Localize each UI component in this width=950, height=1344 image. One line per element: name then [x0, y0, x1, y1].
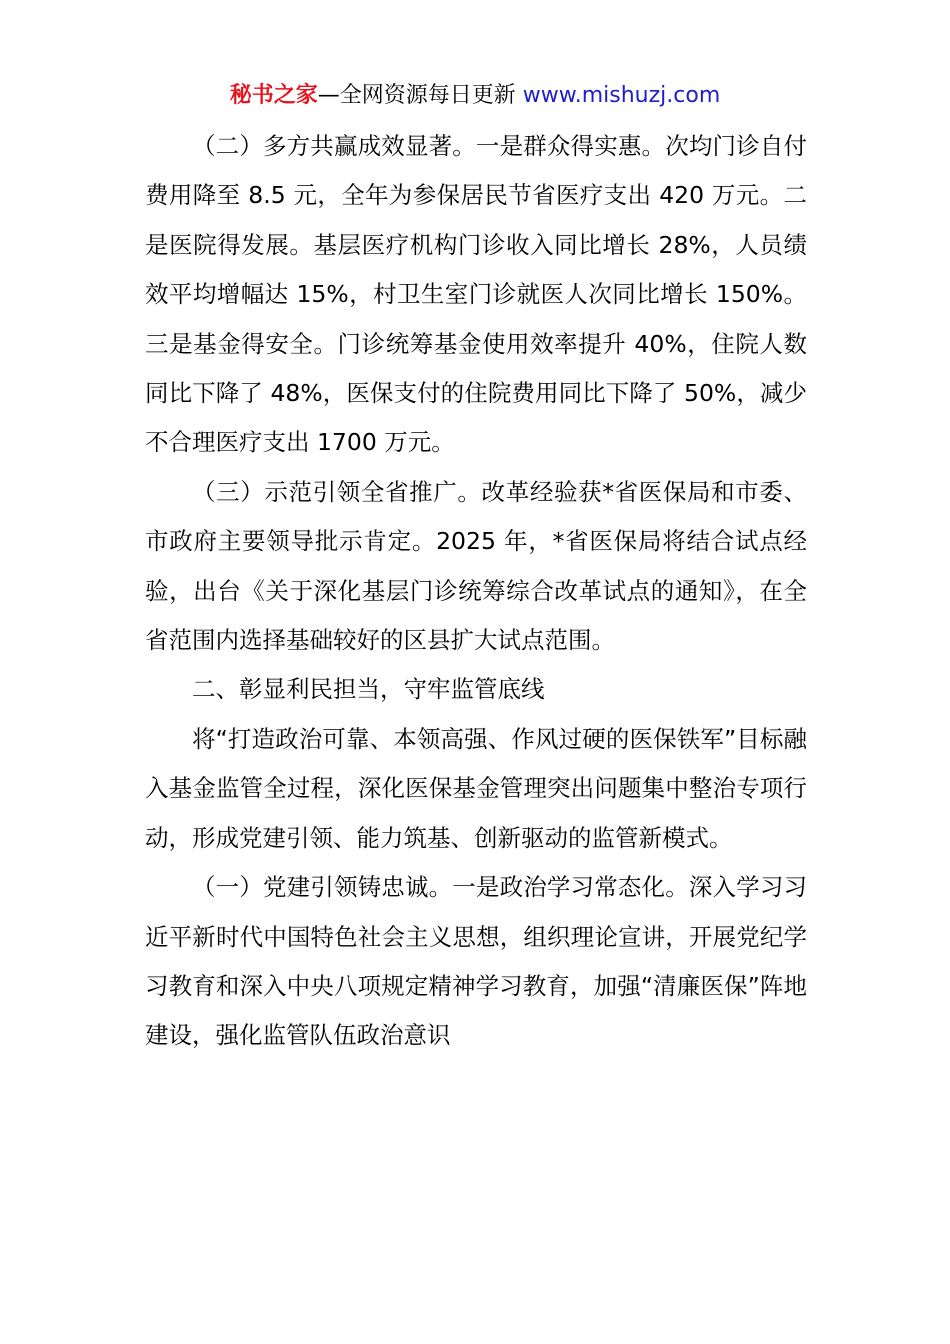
site-tagline: —全网资源每日更新 [317, 83, 523, 108]
paragraph-party-building: （一）党建引领铸忠诚。一是政治学习常态化。深入学习习近平新时代中国特色社会主义思想，组织理论宣讲，开展党纪学习教育和深入中央八项规定精神学习教育，加强“清廉医保”阵地建设，强化监管队伍政治意识 [145, 873, 807, 1050]
paragraph-multi-win: （二）多方共赢成效显著。一是群众得实惠。次均门诊自付费用降至 8.5 元，全年为参保居民节省医疗支出 420 万元。二是医院得发展。基层医疗机构门诊收入同比增长 28%，人员绩效平均增幅达 15%，村卫生室门诊就医人次同比增长 150%。三是基金得安全。门诊统筹基金使用效率提升 40%，住院人数同比下降了 48%，医保支付的住院费用同比下降了 50%，减少不合理医疗支出 1700 万元。 [145, 132, 807, 457]
paragraph-supervision-intro: 将“打造政治可靠、本领高强、作风过硬的医保铁军”目标融入基金监管全过程，深化医保基金管理突出问题集中整治专项行动，形成党建引领、能力筑基、创新驱动的监管新模式。 [145, 724, 807, 852]
document-body [145, 122, 807, 1061]
site-url[interactable]: www.mishuzj.com [522, 83, 721, 108]
section-heading: 二、彰显利民担当，守牢监管底线 [192, 675, 545, 704]
site-banner [0, 80, 950, 112]
paragraph-demonstration: （三）示范引领全省推广。改革经验获*省医保局和市委、市政府主要领导批示肯定。2025 年，*省医保局将结合试点经验，出台《关于深化基层门诊统筹综合改革试点的通知》，在全省范围内选择基础较好的区县扩大试点范围。 [145, 477, 807, 655]
site-brand: 秘书之家 [229, 83, 318, 108]
